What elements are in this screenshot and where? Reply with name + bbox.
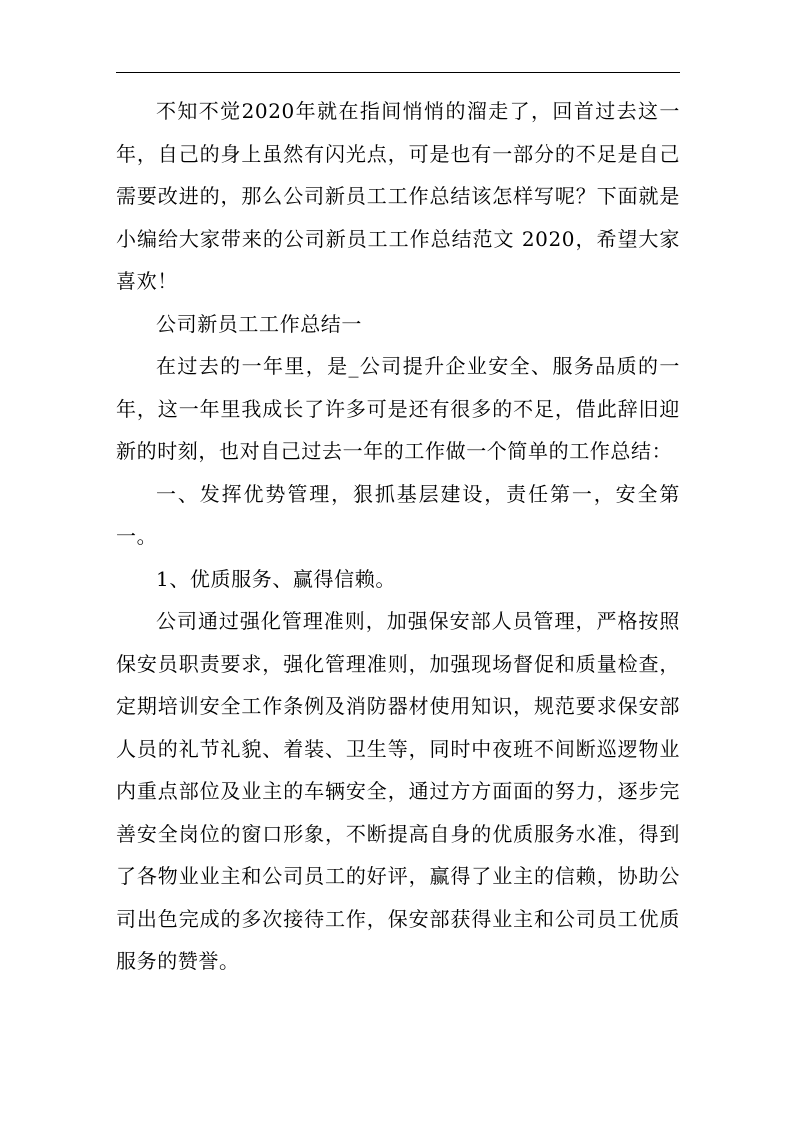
document-body [116, 90, 680, 983]
section-title: 公司新员工工作总结一 [156, 311, 362, 336]
body-paragraph: 公司通过强化管理准则，加强保安部人员管理，严格按照保安员职责要求，强化管理准则，加强现场督促和质量检查，定期培训安全工作条例及消防器材使用知识，规范要求保安部人员的礼节礼貌、着装、卫生等，同时中夜班不间断巡逻物业内重点部位及业主的车辆安全，通过方方面面的努力，逐步完善安全岗位的窗口形象，不断提高自身的优质服务水准，得到了各物业业主和公司员工的好评，赢得了业主的信赖，协助公司出色完成的多次接待工作，保安部获得业主和公司员工优质服务的赞誉。 [116, 609, 680, 973]
intro-paragraph: 不知不觉2020年就在指间悄悄的溜走了，回首过去这一年，自己的身上虽然有闪光点，可是也有一部分的不足是自己需要改进的，那么公司新员工工作总结该怎样写呢？下面就是小编给大家带来的公司新员工工作总结范文 2020，希望大家喜欢！ [116, 99, 680, 293]
body-paragraph: 在过去的一年里，是_公司提升企业安全、服务品质的一年，这一年里我成长了许多可是还有很多的不足，借此辞旧迎新的时刻，也对自己过去一年的工作做一个简单的工作总结： [116, 354, 680, 463]
heading-one: 一、发挥优势管理，狠抓基层建设，责任第一，安全第一。 [116, 481, 680, 548]
subheading-one: 1、优质服务、赢得信赖。 [156, 566, 396, 591]
header-rule [116, 72, 680, 73]
